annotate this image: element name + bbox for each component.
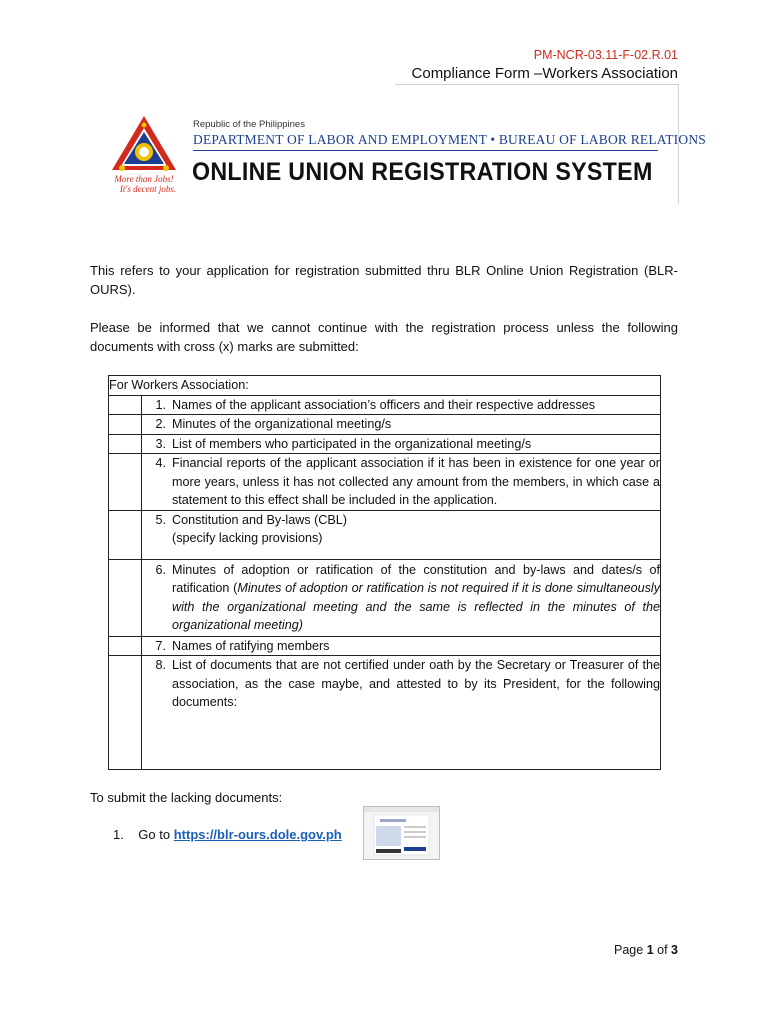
step-prefix: Go to — [138, 827, 171, 842]
intro-paragraph: This refers to your application for registration submitted thru BLR Online Union Registration (BLR-OURS). — [90, 263, 678, 297]
checkbox-cell[interactable] — [109, 510, 142, 559]
table-row — [109, 559, 661, 636]
checkbox-cell[interactable] — [109, 656, 142, 770]
item-number: 8. — [155, 658, 166, 672]
item-text: Minutes of adoption or ratification of the constitution and by-laws and dates/s of ratification ( — [172, 562, 660, 595]
header-divider — [395, 84, 678, 85]
table-row — [109, 395, 661, 415]
item-note: Minutes of adoption or ratification is not required if it is done simultaneously with the organizational meeting and the same is reflected in the minutes of the organizational meeting) — [172, 581, 660, 632]
table-row — [109, 415, 661, 435]
item-number: 2. — [155, 417, 166, 431]
form-title: Compliance Form –Workers Association — [411, 65, 678, 82]
item-text: Constitution and By-laws (CBL) — [172, 512, 347, 527]
item-number: 1. — [155, 397, 166, 412]
item-number: 6. — [155, 562, 166, 577]
item-text: Financial reports of the applicant association if it has been in existence for one year or more years, unless it has not collected any amount from the members, in which case a statement to this effect shall be included in the application. — [172, 456, 660, 507]
checkbox-cell[interactable] — [109, 395, 142, 415]
blr-ours-link[interactable]: https://blr-ours.dole.gov.ph — [173, 827, 342, 842]
item-text: List of members who participated in the organizational meeting/s — [172, 436, 532, 451]
tagline-1: More than Jobs! — [114, 174, 174, 184]
step-1 — [113, 827, 342, 842]
page-number — [614, 943, 678, 957]
table-row — [109, 454, 661, 511]
republic-label: Republic of the Philippines — [193, 119, 305, 130]
form-code: PM-NCR-03.11-F-02.R.01 — [533, 48, 678, 62]
checkbox-cell[interactable] — [109, 415, 142, 435]
item-text: Minutes of the organizational meeting/s — [172, 417, 392, 431]
item-number: 5. — [155, 512, 166, 527]
table-row — [109, 636, 661, 656]
step-number: 1. — [113, 827, 124, 842]
submit-instructions-label: To submit the lacking documents: — [90, 790, 283, 805]
department-name: DEPARTMENT OF LABOR AND EMPLOYMENT • BUREAU OF LABOR RELATIONS — [193, 132, 706, 147]
document-checklist-table — [108, 375, 661, 770]
checklist-heading: For Workers Association: — [109, 376, 661, 396]
item-subtext: (specify lacking provisions) — [172, 531, 323, 545]
page-of: of — [657, 943, 668, 957]
tagline-2: It's decent jobs. — [119, 184, 177, 194]
item-text: List of documents that are not certified under oath by the Secretary or Treasurer of the association, as the case maybe, and attested to by its President, for the following documents: — [172, 658, 660, 709]
item-number: 3. — [155, 436, 166, 451]
page-current: 1 — [646, 943, 654, 957]
page-total: 3 — [671, 943, 678, 957]
checkbox-cell[interactable] — [109, 636, 142, 656]
system-title: ONLINE UNION REGISTRATION SYSTEM — [192, 158, 653, 186]
table-row — [109, 656, 661, 770]
dole-logo — [108, 112, 180, 202]
checkbox-cell[interactable] — [109, 559, 142, 636]
item-text: Names of the applicant association’s officers and their respective addresses — [172, 397, 596, 412]
checkbox-cell[interactable] — [109, 454, 142, 511]
item-text: Names of ratifying members — [172, 638, 330, 653]
table-row — [109, 434, 661, 454]
item-number: 7. — [155, 638, 166, 653]
item-number: 4. — [155, 456, 166, 470]
website-screenshot-thumbnail — [363, 806, 440, 860]
checkbox-cell[interactable] — [109, 434, 142, 454]
page-word: Page — [614, 943, 644, 957]
table-row — [109, 510, 661, 559]
letterhead-rule — [193, 150, 658, 151]
notice-paragraph: Please be informed that we cannot continue with the registration process unless the following documents with cross (x) marks are submitted: — [90, 320, 678, 354]
